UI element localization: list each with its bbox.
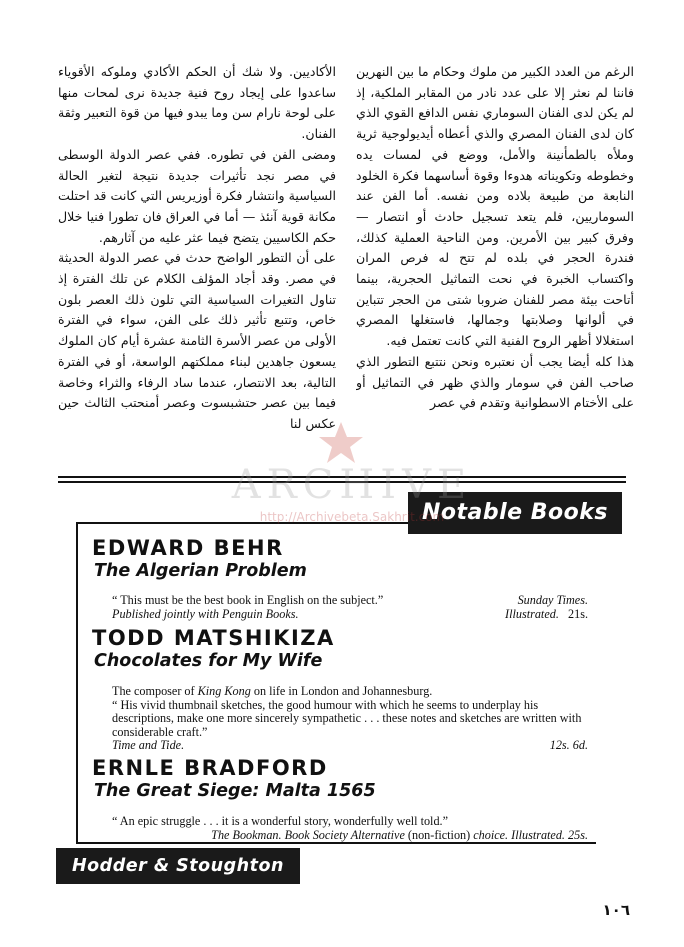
book-blurb: [112, 815, 588, 842]
book-title: Chocolates for My Wife: [94, 651, 323, 671]
divider-line: [58, 481, 626, 483]
book-entry: [92, 756, 612, 842]
book-author: ERNLE BRADFORD: [92, 756, 328, 780]
divider-line: [58, 476, 626, 478]
book-blurb: [112, 594, 588, 621]
book-entry: [92, 536, 612, 621]
book-author: EDWARD BEHR: [92, 536, 284, 560]
book-intro: on life in London and Johannesburg.: [250, 684, 433, 698]
page-number: ١٠٦: [602, 901, 630, 919]
book-quote: “ His vivid thumbnail sketches, the good humour with which he seems to underplay his descriptions, make one more sincerely sympathetic . . . these notes and sketches are written with considerable craft.”: [112, 697, 582, 739]
book-intro: The composer of: [112, 684, 198, 698]
book-price: 21s.: [568, 606, 588, 621]
book-blurb: [112, 685, 588, 753]
article-paragraph: ومضى الفن في تطوره. ففي عصر الدولة الوسطى في مصر نجد تأثيرات جديدة نتيجة لتغير الحالة السياسية وانتشار فكرة أوزيريس التي كانت قد احتلت مكانة قوية آنئذ — أما في العراق فان تطورا فنيا خلال حكم الكاسيين يتضح فيما عثر عليه من آثارهم.: [58, 146, 336, 245]
article-left-column: [58, 62, 336, 464]
watermark-logo: ARCHIVE: [231, 462, 473, 508]
book-quote-source-tail: choice. Illustrated. 25s.: [473, 827, 588, 842]
article-paragraph: على أن التطور الواضح حدث في عصر الدولة الحديثة في مصر. وقد أجاد المؤلف الكلام عن تلك الفترة إذ تناول التغيرات السياسية التي تلون ذلك العصر بلون خاص، وتتبع تأثير ذلك على الفن، سواء في الفترة الأولى من عصر الأسرة الثامنة عشرة أيام كان الملوك يسعون جاهدين لبناء مملكتهم الواسعة، أو في الفترة التالية، بعد الانتصار، عندما ساد الرفاء والثراء وخاصة فيما بين عصر حتشبسوت وعصر أمنحتب الثالث حين عكس لنا: [58, 250, 336, 431]
publisher-banner: Hodder & Stoughton: [56, 848, 300, 884]
book-quote: “ This must be the best book in English on the subject.”: [112, 593, 384, 607]
arabic-article: [58, 62, 634, 464]
article-paragraph: الأكاديين. ولا شك أن الحكم الأكادي وملوكه الأقوياء ساعدوا على إيجاد روح فنية جديدة نرى لمحات منها على لوحة نارام سن وما يبدو فيها من قوة التعبير وثقة الفنان.: [58, 64, 336, 142]
book-quote: “ An epic struggle . . . it is a wonderful story, wonderfully well told.”: [112, 814, 448, 828]
book-illustrated: Illustrated.: [505, 606, 559, 621]
article-right-column: [356, 62, 634, 464]
book-quote-source: Time and Tide.: [112, 738, 185, 752]
book-title: The Algerian Problem: [94, 561, 307, 581]
book-quote-source: Sunday Times.: [517, 593, 588, 607]
watermark-url: http://Archivebeta.Sakhrit.com: [259, 510, 445, 524]
book-note: Published jointly with Penguin Books.: [112, 606, 299, 621]
book-title: The Great Siege: Malta 1565: [94, 781, 376, 801]
book-author: TODD MATSHIKIZA: [92, 626, 335, 650]
article-paragraph: هذا كله أيضا يجب أن نعتبره ونحن نتتبع التطور الذي صاحب الفن في سومار والذي ظهر في التماثيل أو على الأختام الاسطوانية وتقدم في عصر: [356, 353, 634, 411]
book-quote-source-paren: (non-fiction): [404, 827, 474, 842]
book-price: 12s. 6d.: [549, 738, 588, 752]
book-intro-work: King Kong: [197, 684, 251, 698]
book-entry: [92, 626, 612, 753]
article-paragraph: الرغم من العدد الكبير من ملوك وحكام ما بين النهرين فاننا لم نعثر إلا على عدد نادر من المقابر الملكية، إذ لم يكن لدى الفنان السوماري نفس الدافع القوي الذي كان لدى الفنان المصري والذي أعطاه أيديولوجية ثرية وملأه بالطمأنينة والأمل، ووضع في لمسات يده وخطوطه وتكويناته هدوءا وقوة أساسهما فكرة الخلود النابعة من طبيعة بلاده ومن نفسه. أما الفن عند السوماريين، فلم يتعد تسجيل حادث أو انتصار — وفرق كبير بين الأمرين. ومن الناحية العملية كذلك، فندرة الحجر في بلده لم تتح له فرص المران واكتساب الخبرة في نحت التماثيل الحجرية، بينما أتاحت بيئة مصر للفنان ضروبا شتى من الحجر تتباين في ألوانها وصلابتها وجمالها، فاستغلها المصري استغلالا أظهر الروح الفنية التي كانت تعتمل فيه.: [356, 64, 634, 349]
ad-header: Notable Books: [408, 492, 622, 534]
book-quote-source: The Bookman. Book Society Alternative: [211, 827, 405, 842]
